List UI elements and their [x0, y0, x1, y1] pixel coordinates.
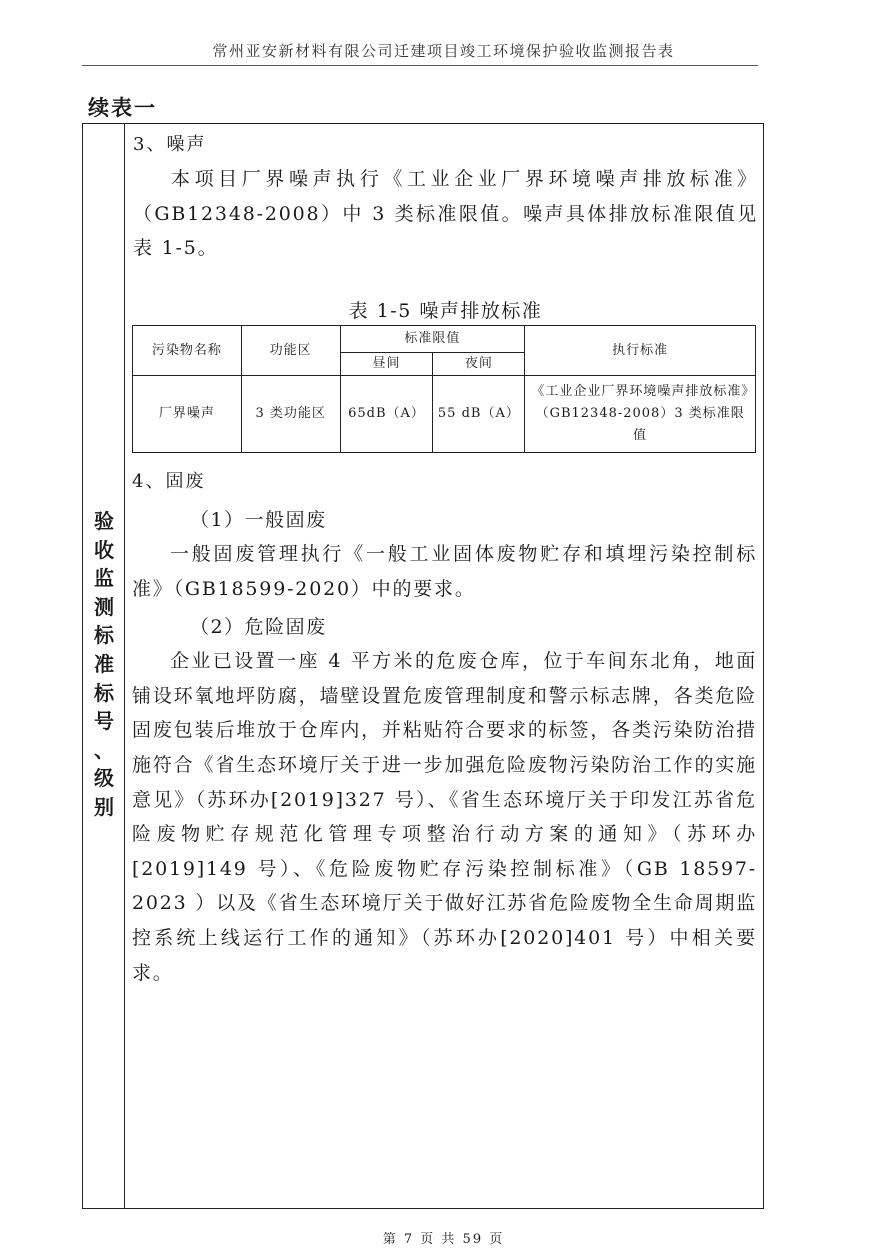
header-day: 昼间 [340, 353, 433, 376]
table-row [133, 376, 756, 453]
side-label: 验 收 监 测 标 准 标 号 、 级 别 [94, 509, 114, 819]
header-zone: 功能区 [241, 326, 340, 376]
section4-block [132, 465, 757, 990]
header-standard: 执行标准 [525, 326, 756, 376]
continuation-label: 续表一 [88, 95, 157, 120]
section3-block [133, 128, 758, 326]
cell-pollutant: 厂界噪声 [133, 376, 242, 453]
cell-standard: 《工业企业厂界环境噪声排放标准》（GB12348-2008）3 类标准限值 [525, 376, 756, 453]
page-number: 第 7 页 共 59 页 [382, 1232, 505, 1247]
report-header-title: 常州亚安新材料有限公司迁建项目竣工环境保护验收监测报告表 [212, 42, 675, 60]
side-column [83, 124, 125, 1208]
section3-heading: 3、噪声 [133, 134, 207, 155]
header-night: 夜间 [433, 353, 525, 376]
table-title: 表 1-5 噪声排放标准 [348, 299, 543, 322]
sub1-heading: （1）一般固废 [190, 509, 327, 531]
section4-heading: 4、固废 [132, 471, 206, 492]
header-divider [82, 65, 758, 66]
sub2-paragraph: 企业已设置一座 4 平方米的危废仓库，位于车间东北角，地面铺设环氧地坪防腐，墙壁设置危废管理制度和警示标志牌，各类危险固废包装后堆放于仓库内，并粘贴符合要求的标签，各类污染防治措施符合《省生态环境厅关于进一步加强危险废物污染防治工作的实施意见》（苏环办[2019]327 号）、《省生态环境厅关于印发江苏省危险废物贮存规范化管理专项整治行动方案的通知》（苏环办[2019]149 号）、《危险废物贮存污染控制标准》（GB 18597-2023 ）以及《省生态环境厅关于做好江苏省危险废物全生命周期监控系统上线运行工作的通知》（苏环办[2020]401 号）中相关要求。 [132, 650, 757, 984]
header-pollutant: 污染物名称 [133, 326, 242, 376]
sub1-paragraph: 一般固废管理执行《一般工业固体废物贮存和填埋污染控制标准》（GB18599-2020）中的要求。 [132, 543, 757, 600]
header-limit: 标准限值 [340, 326, 525, 353]
cell-day-limit: 65dB（A） [340, 376, 433, 453]
cell-night-limit: 55 dB（A） [433, 376, 525, 453]
cell-zone: 3 类功能区 [241, 376, 340, 453]
sub2-heading: （2）危险固废 [190, 616, 327, 639]
section3-paragraph: 本项目厂界噪声执行《工业企业厂界环境噪声排放标准》（GB12348-2008）中 3 类标准限值。噪声具体排放标准限值见表 1-5。 [133, 168, 758, 260]
noise-standard-table [132, 325, 756, 453]
